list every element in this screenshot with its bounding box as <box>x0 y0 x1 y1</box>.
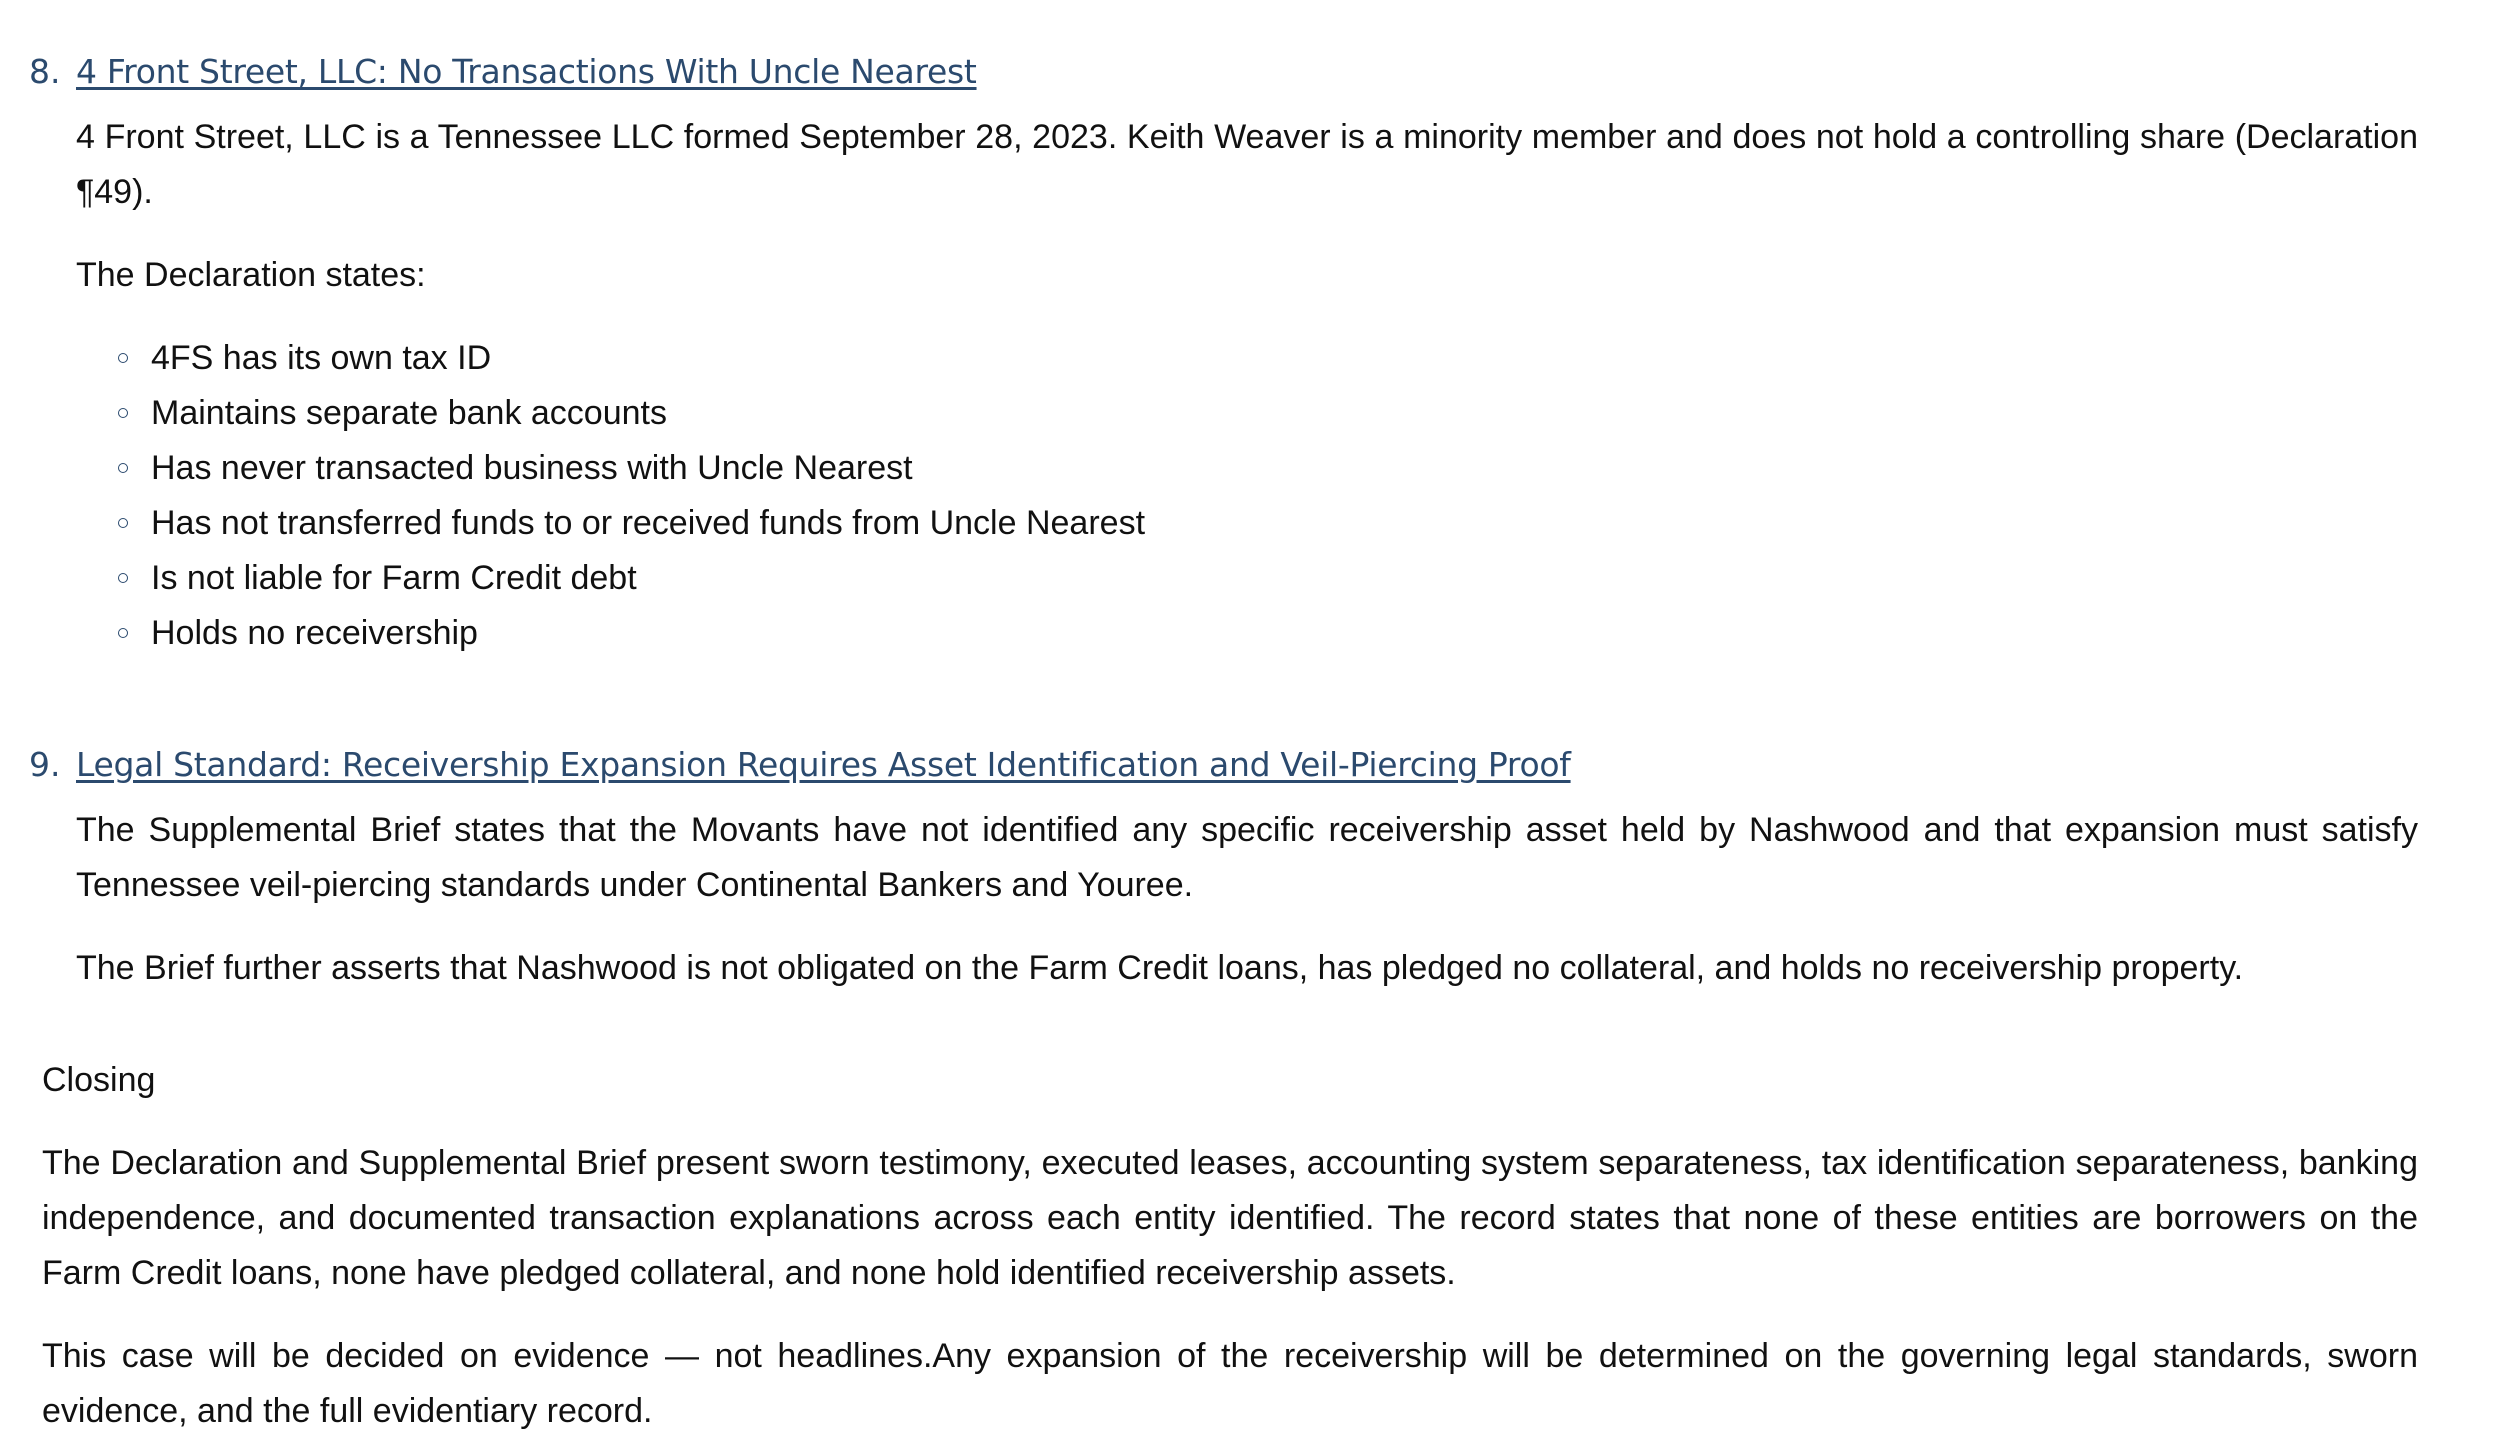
section-8-number: 8. <box>29 52 61 91</box>
closing-paragraph-2: This case will be decided on evidence — not headlines.Any expansion of the receivership will be determined on the governing legal standards, sworn evidence, and the full evidentiary record. <box>42 1337 2418 1430</box>
list-item-text: Holds no receivership <box>151 614 478 652</box>
list-item <box>76 606 1676 661</box>
circle-bullet-icon <box>118 463 128 473</box>
list-item <box>76 441 1676 496</box>
section-9-title-link[interactable]: Legal Standard: Receivership Expansion Requires Asset Identification and Veil-Piercing Proof <box>76 745 1571 784</box>
section-8-bullet-list <box>76 331 1676 661</box>
list-item-text: Has never transacted business with Uncle Nearest <box>151 449 913 487</box>
section-8-title-link[interactable]: 4 Front Street, LLC: No Transactions With Uncle Nearest <box>76 52 977 91</box>
section-8-paragraph-2: The Declaration states: <box>76 256 426 294</box>
section-9-paragraph-2: The Brief further asserts that Nashwood is not obligated on the Farm Credit loans, has pledged no collateral, and holds no receivership property. <box>76 949 2244 987</box>
section-9-paragraph-1: The Supplemental Brief states that the Movants have not identified any specific receivership asset held by Nashwood and that expansion must satisfy Tennessee veil-piercing standards under Continental Bankers and Youree. <box>76 811 2418 904</box>
section-8-paragraph-1: 4 Front Street, LLC is a Tennessee LLC formed September 28, 2023. Keith Weaver is a minority member and does not hold a controlling share (Declaration ¶49). <box>76 118 2418 211</box>
list-item <box>76 496 1676 551</box>
circle-bullet-icon <box>118 408 128 418</box>
closing-heading: Closing <box>42 1061 156 1099</box>
section-9-number: 9. <box>29 745 61 784</box>
circle-bullet-icon <box>118 573 128 583</box>
list-item-text: Has not transferred funds to or received funds from Uncle Nearest <box>151 504 1146 542</box>
list-item <box>76 551 1676 606</box>
circle-bullet-icon <box>118 353 128 363</box>
list-item-text: 4FS has its own tax ID <box>151 339 492 377</box>
list-item <box>76 331 1676 386</box>
list-item-text: Maintains separate bank accounts <box>151 394 667 432</box>
circle-bullet-icon <box>118 628 128 638</box>
list-item <box>76 386 1676 441</box>
circle-bullet-icon <box>118 518 128 528</box>
closing-paragraph-1: The Declaration and Supplemental Brief present sworn testimony, executed leases, accounting system separateness, tax identification separateness, banking independence, and documented transaction explanations across each entity identified. The record states that none of these entities are borrowers on the Farm Credit loans, none have pledged collateral, and none hold identified receivership assets. <box>42 1144 2418 1292</box>
list-item-text: Is not liable for Farm Credit debt <box>151 559 637 597</box>
